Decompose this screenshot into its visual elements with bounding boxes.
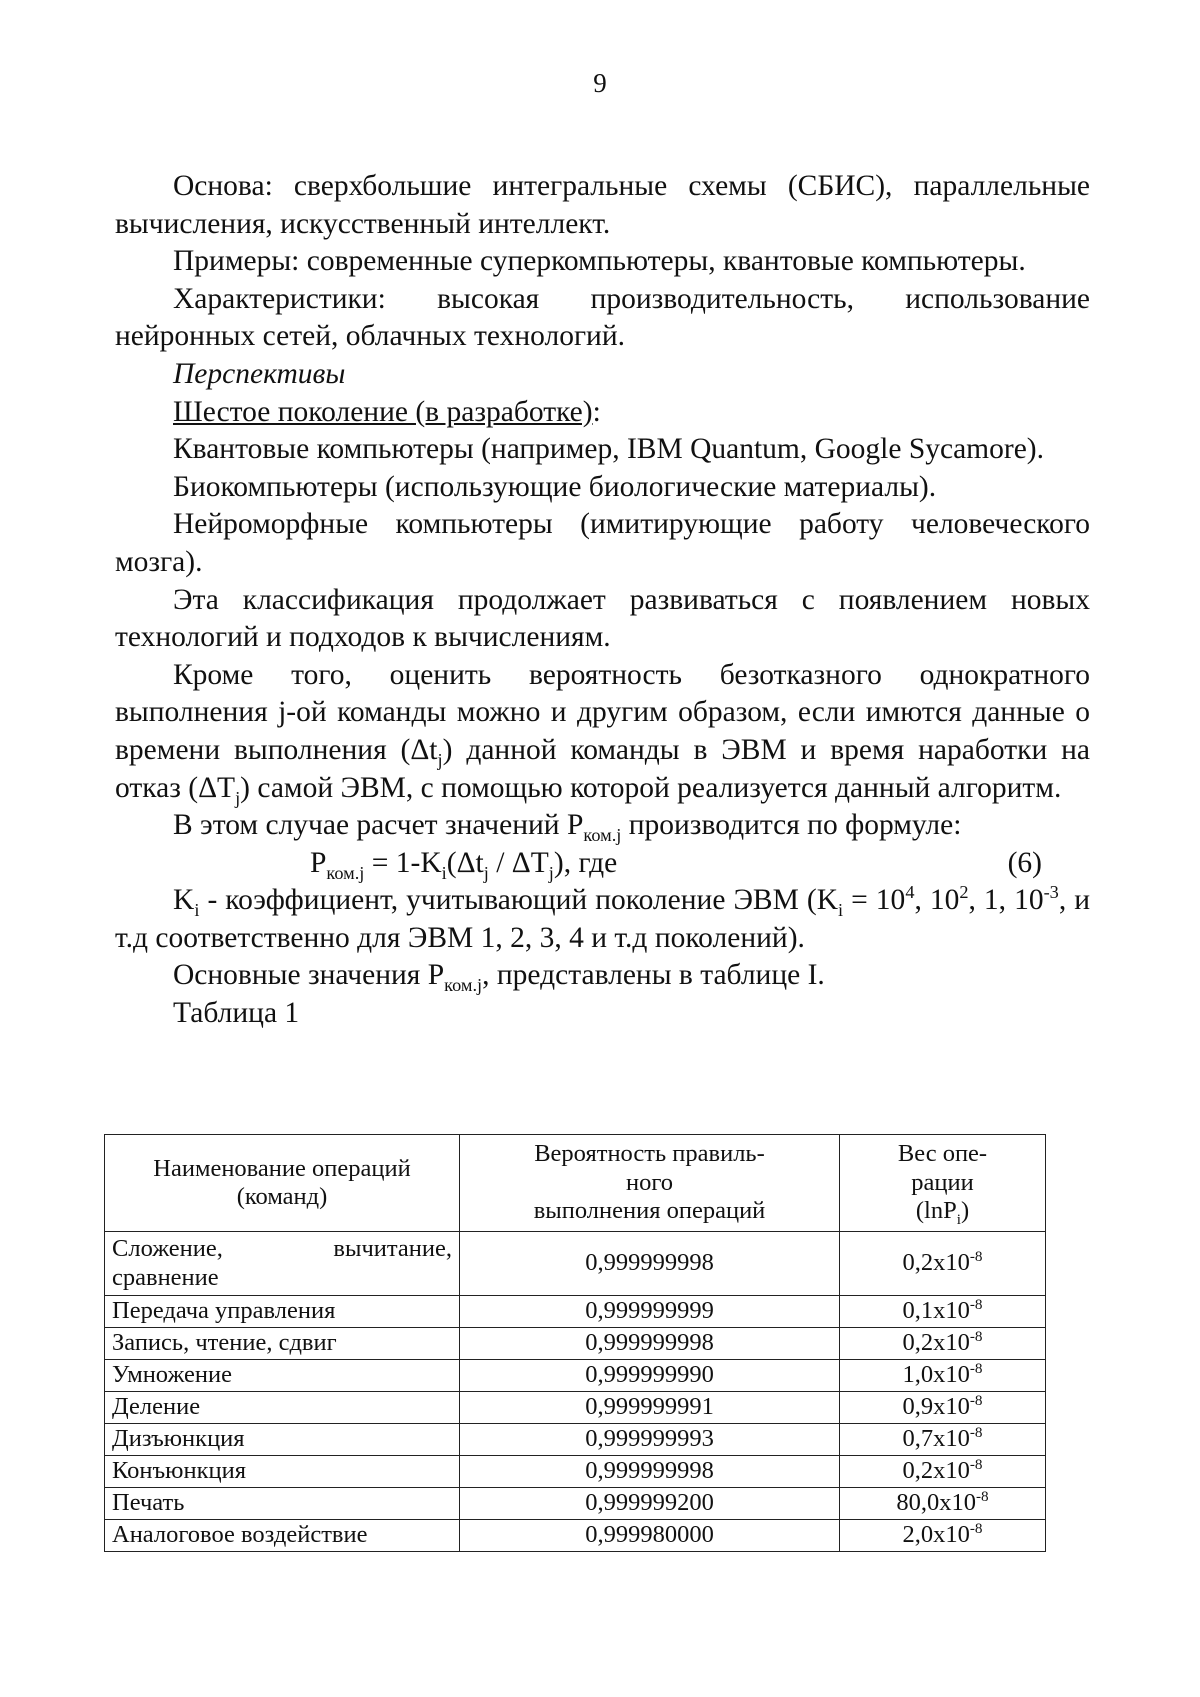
row-weight-exponent: -8 (969, 1456, 983, 1474)
row-weight-exponent: -8 (969, 1296, 983, 1314)
p13-sub: ком.j (444, 975, 483, 996)
row-weight-mantissa: 1,0x10 (902, 1361, 970, 1389)
row-probability: 0,999999998 (460, 1456, 840, 1488)
table-row (105, 1328, 1046, 1360)
row-probability: 0,999999998 (460, 1328, 840, 1360)
header-operation-name (105, 1135, 460, 1232)
row-name: Печать (105, 1488, 460, 1520)
operations-table (104, 1134, 1046, 1552)
formula-p: P (310, 846, 327, 879)
row-weight-exponent: -8 (969, 1424, 983, 1442)
row-name: Деление (105, 1392, 460, 1424)
row-weight (840, 1424, 1046, 1456)
paragraph-examples: Примеры: современные суперкомпьютеры, квантовые компьютеры. (173, 245, 1026, 278)
table-header-row (105, 1135, 1046, 1232)
heading-perspectives: Перспективы (173, 357, 346, 390)
row-weight-mantissa: 0,1x10 (902, 1297, 970, 1325)
p10-text-c: ) самой ЭВМ, с помощью которой реализуется данный алгоритм. (240, 771, 1062, 804)
header-col3-line3 (847, 1197, 1038, 1229)
header-col3-line2: рации (911, 1168, 974, 1196)
table-caption: Таблица 1 (173, 997, 300, 1030)
row-weight (840, 1520, 1046, 1552)
row-name: Запись, чтение, сдвиг (105, 1328, 460, 1360)
row-name: Конъюнкция (105, 1456, 460, 1488)
p11-text-a: В этом случае расчет значений P (173, 809, 584, 842)
paragraph-neuromorphic: Нейроморфные компьютеры (имитирующие работу человеческого мозга). (115, 508, 1090, 578)
row-weight-exponent: -8 (969, 1248, 983, 1266)
p11-text-b: производится по формуле: (621, 809, 962, 842)
p12-sup-minus3: -3 (1043, 882, 1059, 903)
p12-text-b: - коэффициент, учитывающий поколение ЭВМ (K (199, 884, 838, 917)
row-weight-exponent: -8 (969, 1328, 983, 1346)
paragraph-calc-intro (115, 807, 1090, 845)
formula-where: ), где (553, 846, 618, 879)
row-weight-exponent: -8 (975, 1488, 989, 1506)
paragraph-coefficient (115, 882, 1090, 957)
p10-sub-j2: j (235, 787, 241, 808)
row-weight (840, 1360, 1046, 1392)
row-weight-mantissa: 0,9x10 (902, 1393, 970, 1421)
p12-text-c: = 10 (843, 884, 906, 917)
paragraph-biocomputers: Биокомпьютеры (использующие биологические материалы). (173, 470, 937, 503)
row-weight-mantissa: 0,2x10 (902, 1329, 970, 1357)
table-row (105, 1232, 1046, 1296)
p12-sup-4: 4 (905, 882, 915, 903)
row-weight-mantissa: 0,2x10 (902, 1457, 970, 1485)
p12-sub-i1: i (194, 900, 200, 921)
formula-expression (310, 845, 617, 883)
paragraph-characteristics: Характеристики: высокая производительность, использование нейронных сетей, облачных технологий. (115, 282, 1090, 353)
row-weight (840, 1328, 1046, 1360)
row-weight-exponent: -8 (969, 1392, 983, 1410)
row-probability: 0,999999990 (460, 1360, 840, 1392)
header-col2-line1: Вероятность правиль- (534, 1140, 765, 1168)
row-weight (840, 1392, 1046, 1424)
formula-sub-j2: j (548, 862, 554, 883)
paragraph-quantum: Квантовые компьютеры (например, IBM Quantum, Google Sycamore). (173, 433, 1044, 466)
table-row (105, 1456, 1046, 1488)
header-col3-sub: i (956, 1211, 961, 1229)
formula-k: = 1-K (364, 846, 442, 879)
row-name: Дизъюнкция (105, 1424, 460, 1456)
header-col3-line1: Вес опе- (897, 1140, 988, 1168)
p10-text-b: ) данной команды в ЭВМ и время наработки на отказ (ΔT (115, 733, 1090, 804)
row-weight (840, 1296, 1046, 1328)
p12-text-f: , и т.д соответственно для ЭВМ 1, 2, 3, 4 и т.д поколений). (115, 884, 1091, 954)
row-probability: 0,999980000 (460, 1520, 840, 1552)
p12-sup-2: 2 (959, 882, 969, 903)
p10-text-a: Кроме того, оценить вероятность безотказного однократного выполнения j-ой команды можно и другим образом, если имются данные о времени выполнения (Δt (115, 658, 1090, 766)
header-col3-lnp: (lnP (915, 1197, 957, 1225)
paragraph-classification: Эта классификация продолжает развиваться с появлением новых технологий и подходов к вычислениям. (115, 583, 1090, 654)
paragraph-basis: Основа: сверхбольшие интегральные схемы (СБИС), параллельные вычисления, искусственный интеллект. (115, 170, 1090, 240)
table-row (105, 1360, 1046, 1392)
p13-text-a: Основные значения P (173, 959, 445, 992)
header-col2-line3: выполнения операций (533, 1197, 766, 1225)
p13-text-b: , представлены в таблице I. (482, 959, 825, 992)
table-row (105, 1296, 1046, 1328)
row-name: Передача управления (105, 1296, 460, 1328)
row-weight-mantissa: 0,7x10 (902, 1425, 970, 1453)
formula-6 (115, 845, 1090, 883)
p12-k: K (173, 884, 195, 917)
header-weight (840, 1135, 1046, 1232)
p12-sub-i2: i (838, 900, 844, 921)
formula-sub-kom: ком.j (326, 862, 365, 883)
table-row (105, 1424, 1046, 1456)
row-weight-exponent: -8 (969, 1360, 983, 1378)
formula-number: (6) (1007, 846, 1042, 879)
header-col2-line2: ного (625, 1168, 674, 1196)
row-probability: 0,999999999 (460, 1296, 840, 1328)
body-text (115, 168, 1090, 1033)
paragraph-probability (115, 657, 1090, 807)
row-probability: 0,999999200 (460, 1488, 840, 1520)
row-probability: 0,999999998 (460, 1232, 840, 1296)
row-weight (840, 1456, 1046, 1488)
header-probability (460, 1135, 840, 1232)
heading-sixth-generation (115, 394, 1090, 432)
formula-dT: / ΔT (488, 846, 549, 879)
p12-text-d: , 10 (914, 884, 960, 917)
formula-sub-j1: j (483, 862, 489, 883)
row-weight (840, 1232, 1046, 1296)
sixth-generation-title: Шестое поколение (в разработке) (173, 395, 593, 428)
table-row (105, 1488, 1046, 1520)
row-probability: 0,999999993 (460, 1424, 840, 1456)
row-weight-mantissa: 2,0x10 (902, 1521, 970, 1549)
row-weight-mantissa: 80,0x10 (896, 1489, 976, 1517)
p11-sub: ком.j (583, 824, 622, 845)
row-weight-exponent: -8 (969, 1520, 983, 1538)
page-number: 9 (593, 68, 607, 98)
formula-dt: (Δt (446, 846, 484, 879)
row-weight-mantissa: 0,2x10 (902, 1249, 970, 1277)
row-name: Аналоговое воздействие (105, 1520, 460, 1552)
paragraph-main-values (115, 957, 1090, 995)
row-name: Умножение (105, 1360, 460, 1392)
p12-text-e: , 1, 10 (968, 884, 1044, 917)
row-name: Сложение, вычитание, сравнение (105, 1232, 460, 1296)
p10-sub-j1: j (437, 749, 443, 770)
sixth-generation-colon: : (592, 395, 601, 428)
table-row (105, 1392, 1046, 1424)
formula-sub-i: i (441, 862, 447, 883)
header-col1-text: Наименование операций (команд) (153, 1154, 411, 1210)
row-weight (840, 1488, 1046, 1520)
header-col3-close: ) (960, 1197, 970, 1225)
table-row (105, 1520, 1046, 1552)
row-probability: 0,999999991 (460, 1392, 840, 1424)
